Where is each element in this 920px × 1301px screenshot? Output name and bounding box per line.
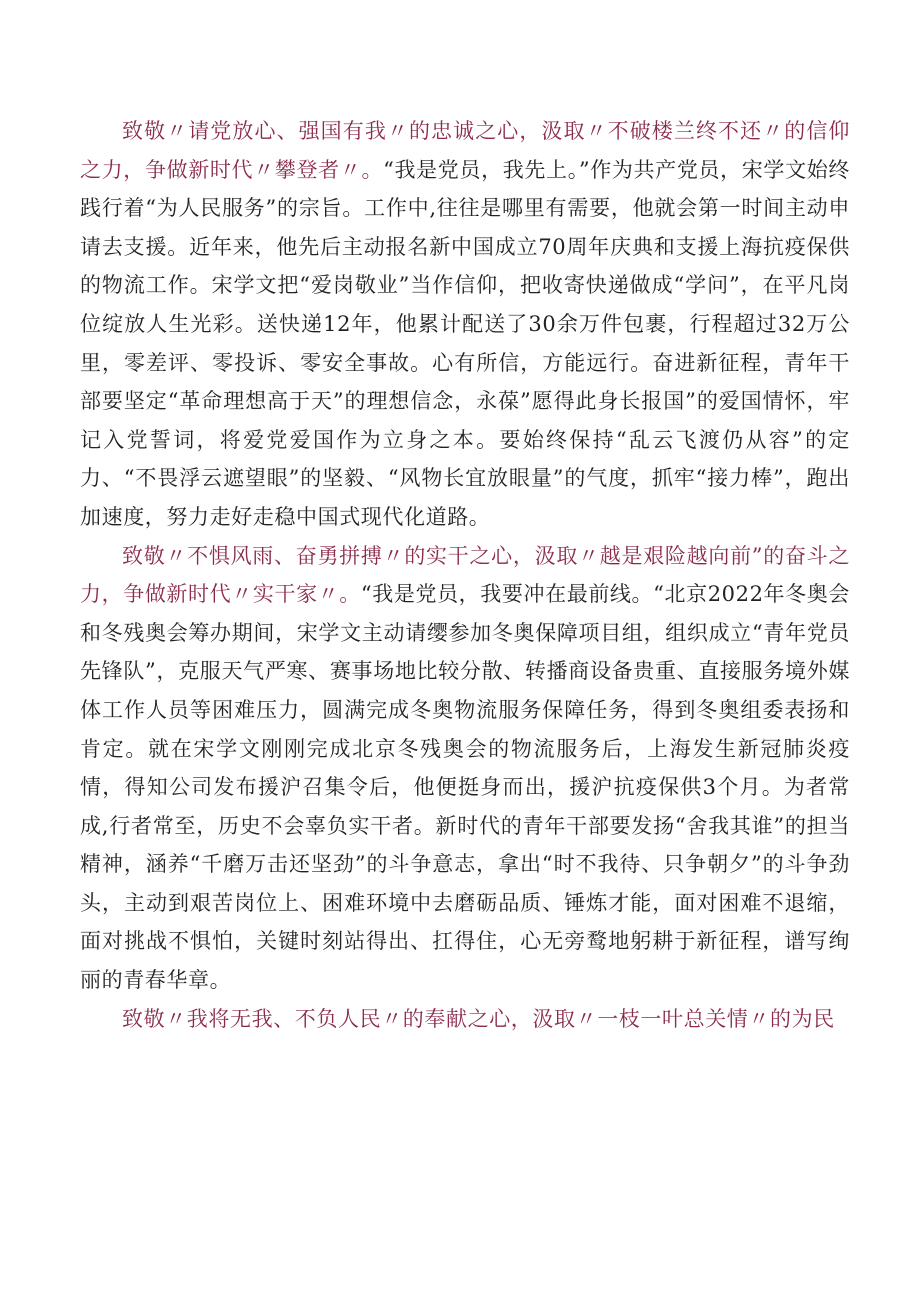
paragraph-2-heading: 致敬〃不惧风雨、奋勇拼搏〃的实干之心，汲取〃越是艰险越向前”的奋斗之力，争做新时代〃实干家〃。 <box>80 543 850 607</box>
paragraph-2 <box>80 537 850 1000</box>
paragraph-3-heading: 致敬〃我将无我、不负人民〃的奉献之心，汲取〃一枝一叶总关情〃的为民 <box>122 1006 835 1031</box>
paragraph-1-body: “我是党员，我先上。”作为共产党员，宋学文始终践行着“为人民服务”的宗旨。工作中,往往是哪里有需要，他就会第一时间主动申请去支援。近年来，他先后主动报名新中国成立70周年庆典和支援上海抗疫保供的物流工作。宋学文把“爱岗敬业”当作信仰，把收寄快递做成“学问”，在平凡岗位绽放人生光彩。送快递12年，他累计配送了30余万件包裹，行程超过32万公里，零差评、零投诉、零安全事故。心有所信，方能远行。奋进新征程，青年干部要坚定“革命理想高于天”的理想信念，永葆”愿得此身长报国”的爱国情怀，牢记入党誓词，将爱党爱国作为立身之本。要始终保持“乱云飞渡仍从容”的定力、“不畏浮云遮望眼”的坚毅、“风物长宜放眼量”的气度，抓牢“接力棒”，跑出加速度，努力走好走稳中国式现代化道路。 <box>80 157 850 529</box>
paragraph-3 <box>80 1000 850 1039</box>
paragraph-1 <box>80 112 850 537</box>
paragraph-1-heading: 致敬〃请党放心、强国有我〃的忠诚之心，汲取〃不破楼兰终不还〃的信仰之力，争做新时代〃攀登者〃。 <box>80 119 850 182</box>
document-body <box>80 112 850 1038</box>
paragraph-2-body: “我是党员，我要冲在最前线。“北京2022年冬奥会和冬残奥会筹办期间，宋学文主动请缨参加冬奥保障项目组，组织成立“青年党员先锋队”，克服天气严寒、赛事场地比较分散、转播商设备贵重、直接服务境外媒体工作人员等困难压力，圆满完成冬奥物流服务保障任务，得到冬奥组委表扬和肯定。就在宋学文刚刚完成北京冬残奥会的物流服务后，上海发生新冠肺炎疫情，得知公司发布援沪召集令后，他便挺身而出，援沪抗疫保供3个月。为者常成,行者常至，历史不会辜负实干者。新时代的青年干部要发扬“舍我其谁”的担当精神，涵养“千磨万击还坚劲”的斗争意志，拿出“时不我待、只争朝夕”的斗争劲头，主动到艰苦岗位上、困难环境中去磨砺品质、锤炼才能，面对困难不退缩，面对挑战不惧怕，关键时刻站得出、扛得住，心无旁鹜地躬耕于新征程，谱写绚丽的青春华章。 <box>80 582 850 993</box>
